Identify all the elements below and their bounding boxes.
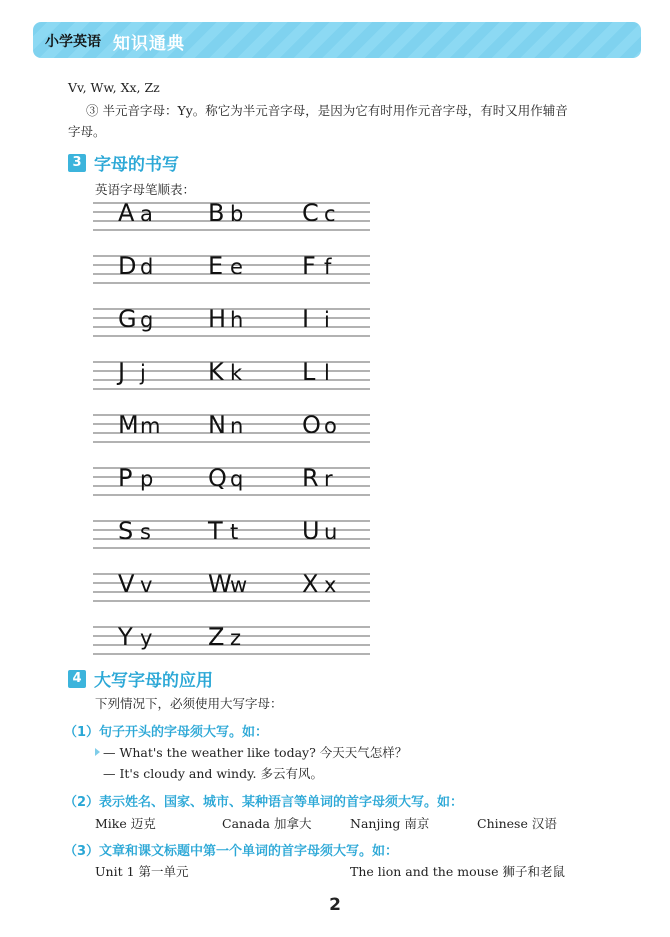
lowercase-letter: i — [324, 308, 330, 332]
section-title: 字母的书写 — [94, 155, 179, 175]
example-3-item: The lion and the mouse 狮子和老鼠 — [350, 864, 565, 879]
uppercase-letter: X — [302, 570, 319, 598]
uppercase-letter: Y — [118, 623, 133, 651]
example-2-item: Canada 加拿大 — [222, 816, 312, 831]
uppercase-letter: A — [118, 199, 135, 227]
lowercase-letter: k — [230, 361, 243, 385]
uppercase-letter: F — [302, 252, 316, 280]
example-1a: — What's the weather like today? 今天天气怎样？ — [103, 745, 408, 760]
uppercase-letter: I — [302, 305, 310, 333]
lowercase-letter: z — [230, 626, 242, 650]
uppercase-letter: V — [118, 570, 135, 598]
lowercase-letter: c — [324, 202, 336, 226]
lowercase-letter: y — [140, 626, 153, 650]
uppercase-letter: O — [302, 411, 321, 439]
lowercase-letter: t — [230, 520, 239, 544]
uppercase-letter: D — [118, 252, 137, 280]
series-label: 小学英语 — [45, 34, 101, 50]
intro-line-2: ③ 半元音字母：Yy。称它为半元音字母，是因为它有时用作元音字母，有时又用作辅音 — [86, 103, 568, 118]
lowercase-letter: n — [230, 414, 244, 438]
section-number: 3 — [68, 154, 86, 172]
lowercase-letter: b — [230, 202, 244, 226]
rule-2: （2）表示姓名、国家、城市、某种语言等单词的首字母须大写。如： — [64, 795, 464, 810]
lowercase-letter: l — [324, 361, 330, 385]
uppercase-letter: J — [118, 358, 126, 386]
lowercase-letter: u — [324, 520, 338, 544]
lowercase-letter: q — [230, 467, 244, 491]
lowercase-letter: a — [140, 202, 153, 226]
lowercase-letter: o — [324, 414, 337, 438]
lowercase-letter: d — [140, 255, 154, 279]
lowercase-letter: g — [140, 308, 154, 332]
lowercase-letter: s — [140, 520, 151, 544]
lowercase-letter: p — [140, 467, 154, 491]
lowercase-letter: w — [230, 573, 248, 597]
rule-3: （3）文章和课文标题中第一个单词的首字母须大写。如： — [64, 844, 399, 859]
lowercase-letter: h — [230, 308, 244, 332]
section-4-intro: 下列情况下，必须使用大写字母： — [95, 696, 283, 711]
section-title: 大写字母的应用 — [94, 671, 213, 691]
lowercase-letter: j — [140, 361, 146, 385]
uppercase-letter: S — [118, 517, 134, 545]
uppercase-letter: H — [208, 305, 227, 333]
lowercase-letter: m — [140, 414, 161, 438]
uppercase-letter: Q — [208, 464, 227, 492]
uppercase-letter: R — [302, 464, 319, 492]
lowercase-letter: v — [140, 573, 153, 597]
uppercase-letter: T — [208, 517, 223, 545]
uppercase-letter: P — [118, 464, 133, 492]
section-4-heading — [68, 666, 213, 691]
uppercase-letter: N — [208, 411, 226, 439]
example-2-item: Nanjing 南京 — [350, 816, 430, 831]
lowercase-letter: f — [324, 255, 332, 279]
section-number: 4 — [68, 670, 86, 688]
uppercase-letter: U — [302, 517, 320, 545]
example-3-item: Unit 1 第一单元 — [95, 864, 189, 879]
lowercase-letter: r — [324, 467, 333, 491]
uppercase-letter: E — [208, 252, 224, 280]
lowercase-letter: x — [324, 573, 337, 597]
uppercase-letter: K — [208, 358, 224, 386]
bullet-triangle-icon — [95, 748, 100, 756]
uppercase-letter: G — [118, 305, 137, 333]
example-1b: — It's cloudy and windy. 多云有风。 — [103, 766, 323, 781]
lowercase-letter: e — [230, 255, 243, 279]
book-title: 知识通典 — [113, 34, 185, 54]
intro-line-1: Vv, Ww, Xx, Zz — [68, 80, 160, 95]
stroke-chart-caption: 英语字母笔顺表： — [95, 182, 196, 197]
example-2-item: Chinese 汉语 — [477, 816, 557, 831]
page-number: 2 — [329, 895, 341, 915]
uppercase-letter: W — [208, 570, 232, 598]
uppercase-letter: Z — [208, 623, 225, 651]
intro-line-3: 字母。 — [68, 124, 106, 139]
example-2-item: Mike 迈克 — [95, 816, 156, 831]
uppercase-letter: L — [302, 358, 316, 386]
rule-1: （1）句子开头的字母须大写。如： — [64, 725, 269, 740]
uppercase-letter: C — [302, 199, 319, 227]
uppercase-letter: M — [118, 411, 139, 439]
uppercase-letter: B — [208, 199, 225, 227]
